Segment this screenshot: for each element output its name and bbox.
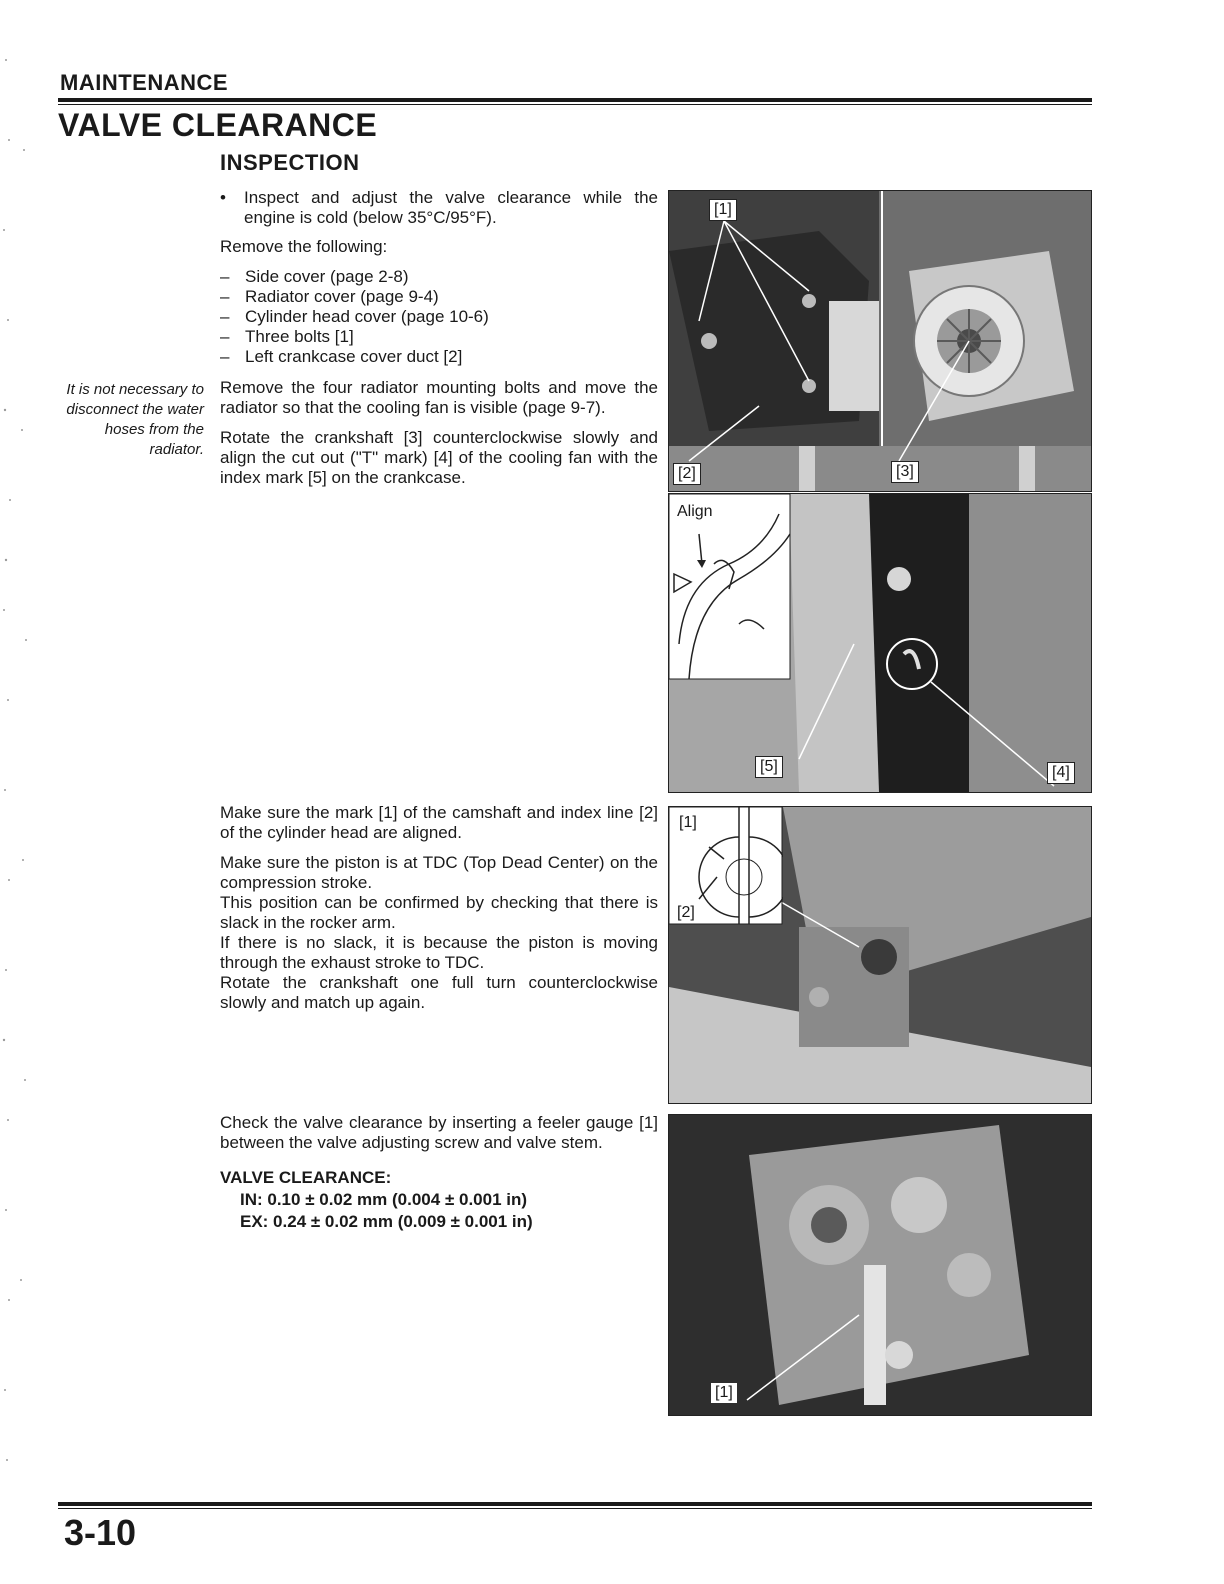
spec-exhaust: EX: 0.24 ± 0.02 mm (0.009 ± 0.001 in) [240,1212,533,1231]
remove-list [220,267,658,367]
section-label: MAINTENANCE [60,70,229,95]
header-rule-thin [58,104,1092,105]
bullet-symbol: • [220,188,226,207]
list-item [220,327,658,347]
callout-crankcase-duct: [2] [673,463,701,485]
feeler-gauge-photo [669,1115,1091,1415]
callout-index-line: [2] [677,904,695,921]
list-item-text: Side cover (page 2-8) [245,267,409,286]
header-rule [58,98,1092,102]
list-item-text: Three bolts [1] [245,327,354,346]
step-rotate-crankshaft: Rotate the crankshaft [3] counterclockwise slowly and align the cut out ("T" mark) [4] of the cooling fan with the index mark [5] on the crankcase. [220,428,658,487]
intro-bullet-text: Inspect and adjust the valve clearance while the engine is cold (below 35°C/95°F). [244,188,658,227]
step-tdc-text: Make sure the piston is at TDC (Top Dead Center) on the compression stroke. [220,853,658,892]
step-tdc-confirm: This position can be confirmed by checking that there is slack in the rocker arm. [220,893,658,932]
callout-align: Align [677,503,713,520]
list-item-text: Radiator cover (page 9-4) [245,287,439,306]
list-item [220,267,658,287]
step-no-slack: If there is no slack, it is because the piston is moving through the exhaust stroke to TDC. [220,933,658,972]
callout-index-mark: [5] [755,756,783,778]
list-item [220,307,658,327]
callout-crankshaft: [3] [891,461,919,483]
section-subtitle: INSPECTION [220,150,360,175]
intro-bullet [220,188,658,228]
list-item [220,287,658,307]
page-title: VALVE CLEARANCE [58,107,378,143]
spec-intake: IN: 0.10 ± 0.02 mm (0.004 ± 0.001 in) [240,1190,528,1209]
dash-symbol: – [220,267,230,286]
dash-symbol: – [220,347,230,366]
cooling-fan-photo [669,191,1091,491]
footer-rule [58,1502,1092,1506]
list-item-text: Cylinder head cover (page 10-6) [245,307,489,326]
callout-t-mark: [4] [1047,762,1075,784]
dash-symbol: – [220,327,230,346]
callout-camshaft-mark: [1] [679,814,697,831]
list-item [220,347,658,367]
callout-three-bolts: [1] [709,199,737,221]
step-tdc [220,853,658,1013]
callout-feeler-gauge: [1] [711,1383,737,1403]
dash-symbol: – [220,287,230,306]
figure-camshaft-mark [668,806,1092,1104]
footer-rule-thin [58,1508,1092,1509]
step-camshaft-mark: Make sure the mark [1] of the camshaft and index line [2] of the cylinder head are aligned. [220,803,658,842]
dash-symbol: – [220,307,230,326]
figure-cooling-fan [668,190,1092,492]
figure-feeler-gauge [668,1114,1092,1416]
list-item-text: Left crankcase cover duct [2] [245,347,463,366]
remove-heading: Remove the following: [220,237,388,256]
step-radiator: Remove the four radiator mounting bolts and move the radiator so that the cooling fan is visible (page 9-7). [220,378,658,417]
step-rotate-full-turn: Rotate the crankshaft one full turn counterclockwise slowly and match up again. [220,973,658,1012]
page-number: 3-10 [64,1512,137,1553]
figure-t-mark-alignment [668,493,1092,793]
side-note: It is not necessary to disconnect the water hoses from the radiator. [66,381,204,458]
step-feeler-gauge: Check the valve clearance by inserting a feeler gauge [1] between the valve adjusting screw and valve stem. [220,1113,658,1152]
spec-heading: VALVE CLEARANCE: [220,1168,392,1187]
scan-edge-speckle [0,0,40,1584]
